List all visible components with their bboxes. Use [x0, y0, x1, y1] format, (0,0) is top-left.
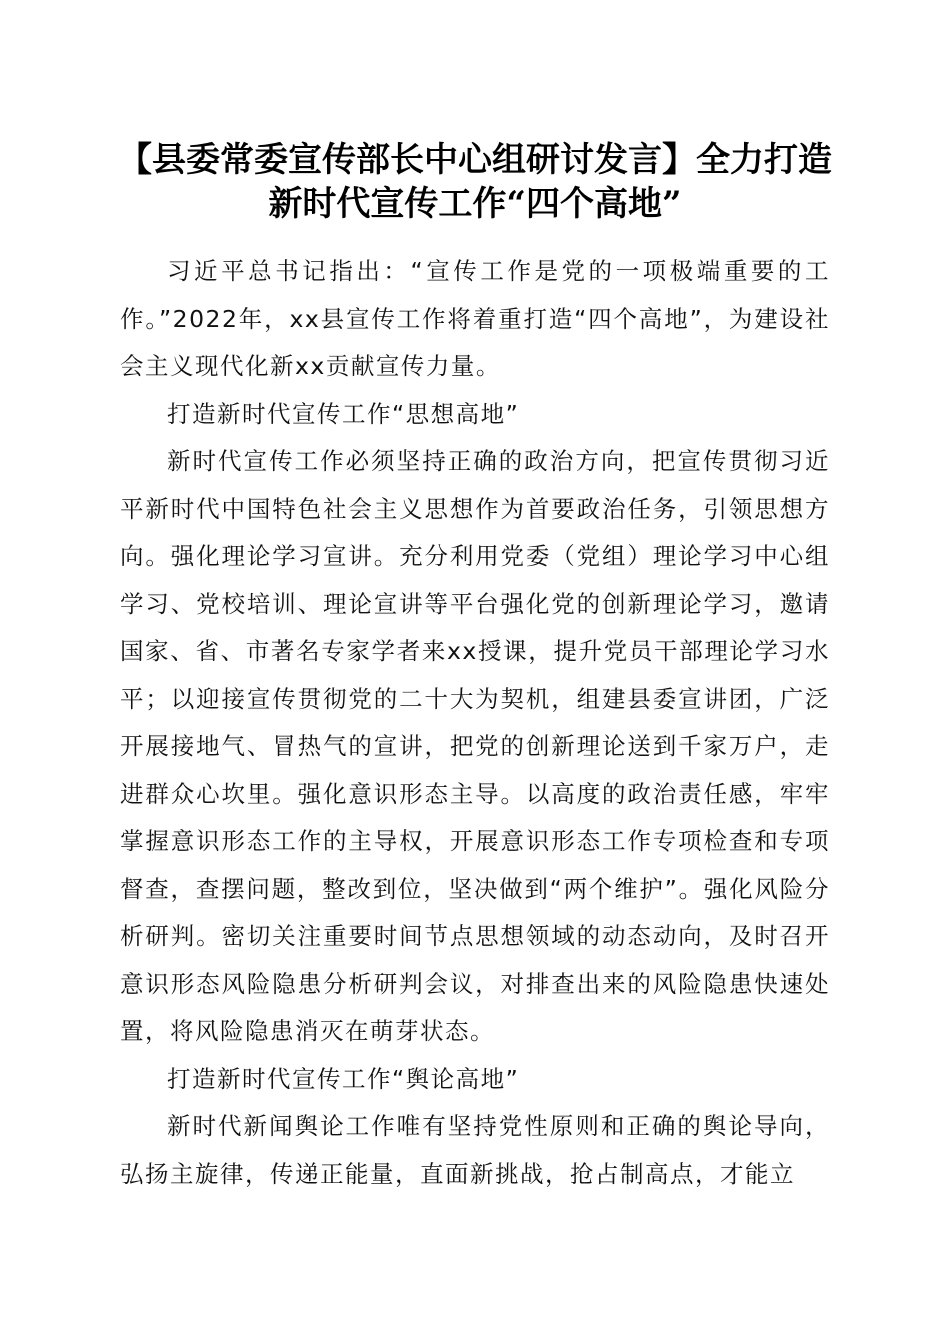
document-body — [120, 248, 830, 1198]
section-heading-opinion: 打造新时代宣传工作“舆论高地” — [167, 1064, 520, 1093]
section-heading-thought: 打造新时代宣传工作“思想高地” — [167, 399, 520, 428]
paragraph-opinion: 新时代新闻舆论工作唯有坚持党性原则和正确的舆论导向，弘扬主旋律，传递正能量，直面新挑战，抢占制高点，才能立 — [120, 1112, 830, 1188]
document-title: 【县委常委宣传部长中心组研讨发言】全力打造新时代宣传工作“四个高地” — [118, 140, 832, 224]
paragraph-intro: 习近平总书记指出：“宣传工作是党的一项极端重要的工作。”2022年，xx县宣传工作将着重打造“四个高地”，为建设社会主义现代化新xx贡献宣传力量。 — [120, 257, 830, 380]
paragraph-thought: 新时代宣传工作必须坚持正确的政治方向，把宣传贯彻习近平新时代中国特色社会主义思想作为首要政治任务，引领思想方向。强化理论学习宣讲。充分利用党委（党组）理论学习中心组学习、党校培训、理论宣讲等平台强化党的创新理论学习，邀请国家、省、市著名专家学者来xx授课，提升党员干部理论学习水平；以迎接宣传贯彻党的二十大为契机，组建县委宣讲团，广泛开展接地气、冒热气的宣讲，把党的创新理论送到千家万户，走进群众心坎里。强化意识形态主导。以高度的政治责任感，牢牢掌握意识形态工作的主导权，开展意识形态工作专项检查和专项督查，查摆问题，整改到位，坚决做到“两个维护”。强化风险分析研判。密切关注重要时间节点思想领域的动态动向，及时召开意识形态风险隐患分析研判会议，对排查出来的风险隐患快速处置，将风险隐患消灭在萌芽状态。 — [120, 447, 830, 1045]
